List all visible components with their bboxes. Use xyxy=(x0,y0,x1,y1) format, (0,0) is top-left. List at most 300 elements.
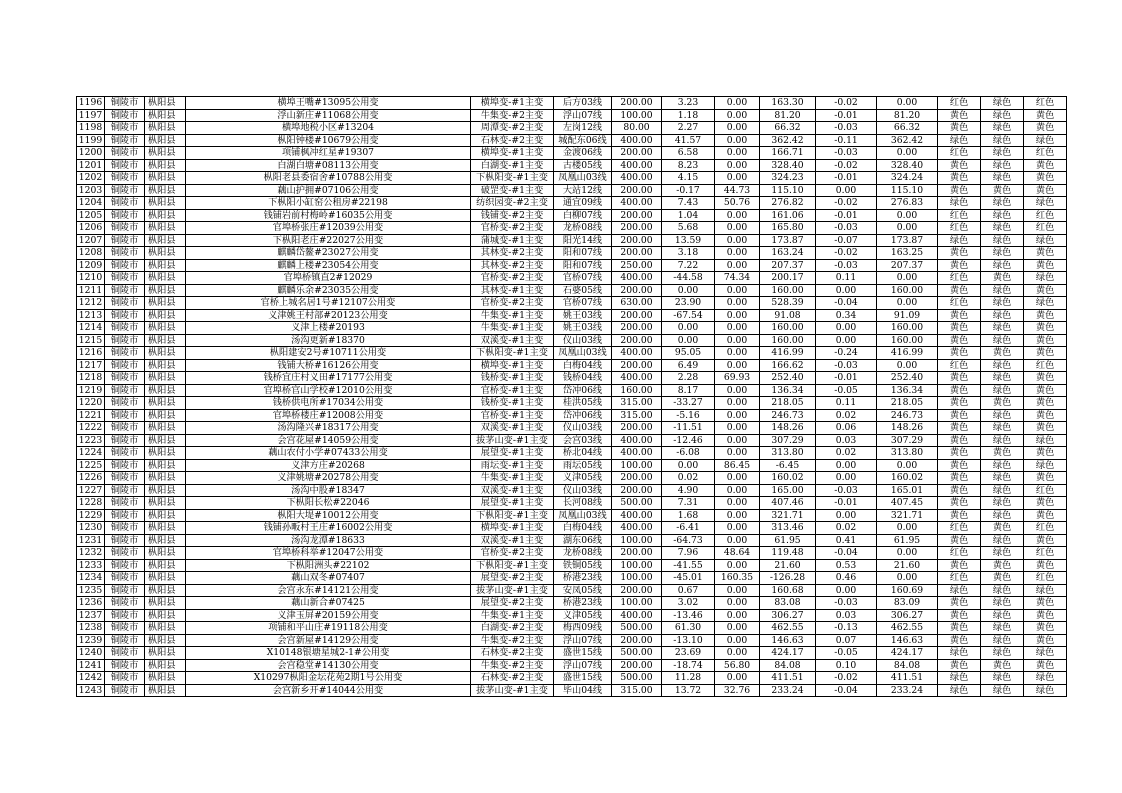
cell-value-c: 416.99 xyxy=(760,347,816,360)
cell-row-number: 1237 xyxy=(77,609,105,622)
cell-status-color-2: 黄色 xyxy=(981,572,1024,585)
cell-status-color-2: 黄色 xyxy=(981,522,1024,535)
cell-row-number: 1235 xyxy=(77,584,105,597)
cell-value-b: 74.34 xyxy=(715,272,760,285)
cell-value-b: 0.00 xyxy=(715,347,760,360)
table-row xyxy=(77,584,1067,597)
cell-transformer-name: 横埠地税小区#13204 xyxy=(186,122,471,135)
cell-value-e: 160.02 xyxy=(877,472,938,485)
cell-value-b: 0.00 xyxy=(715,234,760,247)
cell-value-d: 0.11 xyxy=(816,397,877,410)
cell-value-e: 160.69 xyxy=(877,584,938,597)
cell-status-color-2: 绿色 xyxy=(981,172,1024,185)
cell-value-d: 0.06 xyxy=(816,422,877,435)
cell-substation: 牛集变-#1主变 xyxy=(471,472,554,485)
cell-status-color-3: 黄色 xyxy=(1024,559,1067,572)
cell-value-a: -11.51 xyxy=(662,422,715,435)
cell-row-number: 1219 xyxy=(77,384,105,397)
cell-feeder-line: 白梅04线 xyxy=(554,359,612,372)
cell-county: 枞阳县 xyxy=(145,359,186,372)
table-row xyxy=(77,409,1067,422)
cell-feeder-line: 姚王03线 xyxy=(554,322,612,335)
table-row xyxy=(77,159,1067,172)
cell-value-a: -6.41 xyxy=(662,522,715,535)
cell-value-c: 148.26 xyxy=(760,422,816,435)
cell-value-e: 0.00 xyxy=(877,222,938,235)
cell-status-color-3: 绿色 xyxy=(1024,272,1067,285)
cell-transformer-name: 义津方庄#20268 xyxy=(186,459,471,472)
cell-value-a: 4.15 xyxy=(662,172,715,185)
cell-feeder-line: 安凤05线 xyxy=(554,584,612,597)
cell-value-b: 0.00 xyxy=(715,622,760,635)
cell-transformer-name: 下枞阳长松#22046 xyxy=(186,497,471,510)
cell-substation: 官桥变-#1主变 xyxy=(471,384,554,397)
table-row xyxy=(77,97,1067,110)
cell-value-b: 0.00 xyxy=(715,172,760,185)
cell-value-d: 0.00 xyxy=(816,322,877,335)
table-row xyxy=(77,547,1067,560)
cell-status-color-1: 红色 xyxy=(938,522,981,535)
cell-value-a: -33.27 xyxy=(662,397,715,410)
cell-status-color-3: 绿色 xyxy=(1024,684,1067,697)
cell-city: 铜陵市 xyxy=(105,597,145,610)
cell-value-d: 0.02 xyxy=(816,447,877,460)
cell-value-c: 321.71 xyxy=(760,509,816,522)
cell-value-c: 84.08 xyxy=(760,659,816,672)
cell-value-d: -0.05 xyxy=(816,647,877,660)
cell-value-b: 0.00 xyxy=(715,297,760,310)
cell-status-color-3: 黄色 xyxy=(1024,259,1067,272)
cell-feeder-line: 盛世15线 xyxy=(554,647,612,660)
cell-transformer-name: 下枞阳小缸窑公租房#22198 xyxy=(186,197,471,210)
cell-value-b: 0.00 xyxy=(715,322,760,335)
table-row xyxy=(77,297,1067,310)
table-row xyxy=(77,509,1067,522)
cell-substation: 官桥变-#2主变 xyxy=(471,297,554,310)
cell-status-color-2: 黄色 xyxy=(981,184,1024,197)
cell-row-number: 1207 xyxy=(77,234,105,247)
cell-value-c: 362.42 xyxy=(760,134,816,147)
table-row xyxy=(77,472,1067,485)
cell-city: 铜陵市 xyxy=(105,322,145,335)
cell-value-e: 207.37 xyxy=(877,259,938,272)
cell-capacity: 100.00 xyxy=(612,109,662,122)
cell-county: 枞阳县 xyxy=(145,647,186,660)
cell-substation: 双溪变-#1主变 xyxy=(471,422,554,435)
cell-value-d: -0.13 xyxy=(816,622,877,635)
cell-value-e: 173.87 xyxy=(877,234,938,247)
cell-value-d: 0.53 xyxy=(816,559,877,572)
cell-substation: 展望变-#2主变 xyxy=(471,572,554,585)
cell-value-a: 8.23 xyxy=(662,159,715,172)
cell-capacity: 500.00 xyxy=(612,647,662,660)
cell-feeder-line: 白柳07线 xyxy=(554,209,612,222)
cell-value-a: -45.01 xyxy=(662,572,715,585)
cell-capacity: 100.00 xyxy=(612,572,662,585)
cell-city: 铜陵市 xyxy=(105,647,145,660)
cell-value-a: 1.18 xyxy=(662,109,715,122)
cell-city: 铜陵市 xyxy=(105,572,145,585)
cell-status-color-1: 红色 xyxy=(938,572,981,585)
cell-substation: 周潭变-#2主变 xyxy=(471,122,554,135)
table-row xyxy=(77,272,1067,285)
cell-row-number: 1232 xyxy=(77,547,105,560)
cell-capacity: 80.00 xyxy=(612,122,662,135)
cell-row-number: 1224 xyxy=(77,447,105,460)
cell-city: 铜陵市 xyxy=(105,297,145,310)
cell-value-a: 3.18 xyxy=(662,247,715,260)
cell-status-color-1: 红色 xyxy=(938,97,981,110)
cell-feeder-line: 凤凰山03线 xyxy=(554,347,612,360)
cell-value-d: 0.02 xyxy=(816,409,877,422)
cell-status-color-3: 黄色 xyxy=(1024,109,1067,122)
cell-status-color-1: 红色 xyxy=(938,147,981,160)
cell-county: 枞阳县 xyxy=(145,584,186,597)
cell-value-e: 160.00 xyxy=(877,322,938,335)
cell-value-a: 13.59 xyxy=(662,234,715,247)
cell-transformer-name: 汤沟龙潭#18633 xyxy=(186,534,471,547)
cell-county: 枞阳县 xyxy=(145,134,186,147)
cell-county: 枞阳县 xyxy=(145,159,186,172)
cell-value-a: 11.28 xyxy=(662,672,715,685)
cell-value-e: 424.17 xyxy=(877,647,938,660)
cell-transformer-name: 麒麟岱鳌#23027公用变 xyxy=(186,247,471,260)
cell-row-number: 1211 xyxy=(77,284,105,297)
cell-capacity: 200.00 xyxy=(612,322,662,335)
cell-substation: 牛集变-#2主变 xyxy=(471,634,554,647)
cell-status-color-2: 绿色 xyxy=(981,472,1024,485)
table-row xyxy=(77,334,1067,347)
cell-row-number: 1196 xyxy=(77,97,105,110)
cell-status-color-3: 黄色 xyxy=(1024,534,1067,547)
cell-status-color-1: 绿色 xyxy=(938,234,981,247)
cell-row-number: 1215 xyxy=(77,334,105,347)
cell-value-b: 0.00 xyxy=(715,509,760,522)
cell-county: 枞阳县 xyxy=(145,609,186,622)
cell-status-color-1: 黄色 xyxy=(938,434,981,447)
table-row xyxy=(77,284,1067,297)
cell-row-number: 1201 xyxy=(77,159,105,172)
cell-value-e: 146.63 xyxy=(877,634,938,647)
table-row xyxy=(77,222,1067,235)
cell-status-color-1: 红色 xyxy=(938,272,981,285)
cell-city: 铜陵市 xyxy=(105,184,145,197)
cell-status-color-3: 黄色 xyxy=(1024,409,1067,422)
cell-status-color-3: 黄色 xyxy=(1024,509,1067,522)
cell-status-color-2: 黄色 xyxy=(981,659,1024,672)
cell-transformer-name: 汤沟更新#18370 xyxy=(186,334,471,347)
cell-capacity: 200.00 xyxy=(612,247,662,260)
cell-value-c: 252.40 xyxy=(760,372,816,385)
cell-value-a: 0.00 xyxy=(662,322,715,335)
cell-value-e: 0.00 xyxy=(877,147,938,160)
cell-feeder-line: 会宫03线 xyxy=(554,434,612,447)
cell-value-c: 200.17 xyxy=(760,272,816,285)
cell-value-c: 66.32 xyxy=(760,122,816,135)
table-row xyxy=(77,659,1067,672)
cell-status-color-2: 绿色 xyxy=(981,359,1024,372)
cell-status-color-1: 红色 xyxy=(938,297,981,310)
cell-status-color-1: 红色 xyxy=(938,222,981,235)
cell-status-color-3: 黄色 xyxy=(1024,347,1067,360)
cell-feeder-line: 梅西09线 xyxy=(554,622,612,635)
cell-city: 铜陵市 xyxy=(105,634,145,647)
cell-value-d: -0.03 xyxy=(816,222,877,235)
cell-value-c: 146.63 xyxy=(760,634,816,647)
cell-status-color-1: 黄色 xyxy=(938,322,981,335)
cell-status-color-2: 绿色 xyxy=(981,322,1024,335)
cell-value-e: 328.40 xyxy=(877,159,938,172)
cell-transformer-name: 麒麟乐余#23035公用变 xyxy=(186,284,471,297)
cell-transformer-name: 义津姚塘#20278公用变 xyxy=(186,472,471,485)
cell-status-color-3: 黄色 xyxy=(1024,422,1067,435)
cell-status-color-1: 黄色 xyxy=(938,184,981,197)
cell-feeder-line: 官桥07线 xyxy=(554,272,612,285)
cell-county: 枞阳县 xyxy=(145,172,186,185)
cell-status-color-3: 绿色 xyxy=(1024,134,1067,147)
cell-feeder-line: 长河08线 xyxy=(554,497,612,510)
cell-city: 铜陵市 xyxy=(105,672,145,685)
cell-value-a: -13.10 xyxy=(662,634,715,647)
cell-status-color-2: 绿色 xyxy=(981,309,1024,322)
table-row xyxy=(77,522,1067,535)
cell-value-e: 148.26 xyxy=(877,422,938,435)
cell-transformer-name: 钱桥宜庄村义田#17177公用变 xyxy=(186,372,471,385)
cell-city: 铜陵市 xyxy=(105,484,145,497)
cell-value-c: -126.28 xyxy=(760,572,816,585)
cell-row-number: 1217 xyxy=(77,359,105,372)
cell-capacity: 200.00 xyxy=(612,284,662,297)
cell-value-d: 0.11 xyxy=(816,272,877,285)
cell-value-b: 56.80 xyxy=(715,659,760,672)
cell-status-color-2: 绿色 xyxy=(981,372,1024,385)
cell-value-a: 1.04 xyxy=(662,209,715,222)
cell-status-color-2: 绿色 xyxy=(981,97,1024,110)
cell-status-color-2: 绿色 xyxy=(981,209,1024,222)
cell-row-number: 1236 xyxy=(77,597,105,610)
cell-city: 铜陵市 xyxy=(105,272,145,285)
cell-value-e: 0.00 xyxy=(877,97,938,110)
cell-value-b: 0.00 xyxy=(715,409,760,422)
cell-substation: 牛集变-#1主变 xyxy=(471,322,554,335)
cell-value-b: 0.00 xyxy=(715,472,760,485)
cell-value-e: 313.80 xyxy=(877,447,938,460)
cell-value-b: 86.45 xyxy=(715,459,760,472)
cell-value-e: 246.73 xyxy=(877,409,938,422)
table-row xyxy=(77,197,1067,210)
cell-status-color-2: 绿色 xyxy=(981,384,1024,397)
cell-status-color-2: 黄色 xyxy=(981,347,1024,360)
cell-capacity: 400.00 xyxy=(612,172,662,185)
cell-value-a: -0.17 xyxy=(662,184,715,197)
cell-value-e: 233.24 xyxy=(877,684,938,697)
table-row xyxy=(77,347,1067,360)
cell-transformer-name: 义津姚王村部#20123公用变 xyxy=(186,309,471,322)
cell-capacity: 500.00 xyxy=(612,622,662,635)
cell-status-color-1: 黄色 xyxy=(938,334,981,347)
table-row xyxy=(77,122,1067,135)
cell-county: 枞阳县 xyxy=(145,297,186,310)
cell-value-c: 83.08 xyxy=(760,597,816,610)
cell-status-color-2: 绿色 xyxy=(981,222,1024,235)
cell-value-c: 163.30 xyxy=(760,97,816,110)
cell-value-a: -18.74 xyxy=(662,659,715,672)
cell-capacity: 400.00 xyxy=(612,197,662,210)
cell-county: 枞阳县 xyxy=(145,222,186,235)
cell-value-b: 0.00 xyxy=(715,634,760,647)
cell-value-b: 0.00 xyxy=(715,334,760,347)
cell-row-number: 1203 xyxy=(77,184,105,197)
cell-value-e: 321.71 xyxy=(877,509,938,522)
cell-substation: 纺织园变-#2主变 xyxy=(471,197,554,210)
cell-value-b: 0.00 xyxy=(715,97,760,110)
cell-status-color-3: 黄色 xyxy=(1024,284,1067,297)
cell-capacity: 630.00 xyxy=(612,297,662,310)
cell-value-e: 307.29 xyxy=(877,434,938,447)
cell-row-number: 1238 xyxy=(77,622,105,635)
cell-value-e: 416.99 xyxy=(877,347,938,360)
cell-county: 枞阳县 xyxy=(145,497,186,510)
cell-status-color-1: 黄色 xyxy=(938,109,981,122)
cell-feeder-line: 岱冲06线 xyxy=(554,409,612,422)
cell-city: 铜陵市 xyxy=(105,684,145,697)
cell-county: 枞阳县 xyxy=(145,397,186,410)
cell-transformer-name: 官埠桥官山学校#12010公用变 xyxy=(186,384,471,397)
cell-city: 铜陵市 xyxy=(105,659,145,672)
cell-substation: 拔茅山变-#1主变 xyxy=(471,584,554,597)
cell-value-d: 0.02 xyxy=(816,522,877,535)
cell-value-e: 324.24 xyxy=(877,172,938,185)
cell-capacity: 200.00 xyxy=(612,359,662,372)
cell-transformer-name: 官桥上城名居1号#12107公用变 xyxy=(186,297,471,310)
cell-status-color-3: 红色 xyxy=(1024,547,1067,560)
cell-transformer-name: X10148银塘星城2-1#公用变 xyxy=(186,647,471,660)
cell-value-c: 161.06 xyxy=(760,209,816,222)
cell-capacity: 200.00 xyxy=(612,634,662,647)
table-row xyxy=(77,647,1067,660)
cell-transformer-name: X10297枞阳金坛花苑2期1号公用变 xyxy=(186,672,471,685)
cell-value-d: 0.03 xyxy=(816,609,877,622)
cell-status-color-1: 黄色 xyxy=(938,622,981,635)
cell-value-d: -0.04 xyxy=(816,297,877,310)
cell-feeder-line: 仪山03线 xyxy=(554,484,612,497)
cell-city: 铜陵市 xyxy=(105,172,145,185)
cell-capacity: 200.00 xyxy=(612,547,662,560)
cell-status-color-1: 绿色 xyxy=(938,584,981,597)
cell-transformer-name: 义津玉屏#20159公用变 xyxy=(186,609,471,622)
cell-status-color-1: 黄色 xyxy=(938,372,981,385)
cell-county: 枞阳县 xyxy=(145,309,186,322)
cell-value-b: 0.00 xyxy=(715,584,760,597)
cell-row-number: 1213 xyxy=(77,309,105,322)
cell-transformer-name: 藕山护拥#07106公用变 xyxy=(186,184,471,197)
cell-city: 铜陵市 xyxy=(105,334,145,347)
cell-value-a: 4.90 xyxy=(662,484,715,497)
cell-value-b: 0.00 xyxy=(715,209,760,222)
cell-status-color-3: 黄色 xyxy=(1024,659,1067,672)
table-row xyxy=(77,322,1067,335)
cell-status-color-1: 黄色 xyxy=(938,509,981,522)
cell-county: 枞阳县 xyxy=(145,559,186,572)
cell-value-c: 115.10 xyxy=(760,184,816,197)
cell-substation: 牛集变-#1主变 xyxy=(471,309,554,322)
cell-value-a: -41.55 xyxy=(662,559,715,572)
cell-value-e: 160.00 xyxy=(877,284,938,297)
cell-value-b: 0.00 xyxy=(715,597,760,610)
cell-county: 枞阳县 xyxy=(145,472,186,485)
cell-feeder-line: 后方03线 xyxy=(554,97,612,110)
cell-value-e: 0.00 xyxy=(877,272,938,285)
cell-value-c: 163.24 xyxy=(760,247,816,260)
cell-city: 铜陵市 xyxy=(105,609,145,622)
cell-transformer-name: 官埠桥楼庄#12008公用变 xyxy=(186,409,471,422)
cell-status-color-2: 绿色 xyxy=(981,497,1024,510)
cell-transformer-name: 白湖白塘#08113公用变 xyxy=(186,159,471,172)
cell-value-d: -0.02 xyxy=(816,97,877,110)
cell-value-b: 0.00 xyxy=(715,534,760,547)
cell-value-d: -0.01 xyxy=(816,209,877,222)
cell-city: 铜陵市 xyxy=(105,197,145,210)
cell-value-c: 165.00 xyxy=(760,484,816,497)
cell-capacity: 200.00 xyxy=(612,484,662,497)
cell-county: 枞阳县 xyxy=(145,334,186,347)
cell-city: 铜陵市 xyxy=(105,159,145,172)
cell-value-b: 48.64 xyxy=(715,547,760,560)
cell-feeder-line: 阳和07线 xyxy=(554,259,612,272)
cell-value-c: 136.34 xyxy=(760,384,816,397)
cell-substation: 钱铺变-#2主变 xyxy=(471,209,554,222)
cell-capacity: 200.00 xyxy=(612,659,662,672)
cell-value-c: 166.71 xyxy=(760,147,816,160)
cell-status-color-2: 绿色 xyxy=(981,422,1024,435)
cell-status-color-1: 绿色 xyxy=(938,647,981,660)
cell-county: 枞阳县 xyxy=(145,372,186,385)
cell-city: 铜陵市 xyxy=(105,522,145,535)
cell-transformer-name: 下枞阳老庄#22027公用变 xyxy=(186,234,471,247)
cell-status-color-2: 绿色 xyxy=(981,109,1024,122)
cell-value-e: 84.08 xyxy=(877,659,938,672)
cell-transformer-name: 钱铺大桥#16126公用变 xyxy=(186,359,471,372)
cell-status-color-2: 绿色 xyxy=(981,684,1024,697)
cell-city: 铜陵市 xyxy=(105,284,145,297)
cell-capacity: 200.00 xyxy=(612,334,662,347)
cell-city: 铜陵市 xyxy=(105,622,145,635)
cell-county: 枞阳县 xyxy=(145,422,186,435)
cell-value-d: 0.10 xyxy=(816,659,877,672)
table-row xyxy=(77,359,1067,372)
cell-substation: 展望变-#1主变 xyxy=(471,497,554,510)
cell-value-b: 0.00 xyxy=(715,384,760,397)
cell-row-number: 1242 xyxy=(77,672,105,685)
cell-transformer-name: 麒麟上楼#23054公用变 xyxy=(186,259,471,272)
cell-value-e: 407.45 xyxy=(877,497,938,510)
cell-transformer-name: 义津上楼#20193 xyxy=(186,322,471,335)
cell-value-e: 0.00 xyxy=(877,359,938,372)
cell-capacity: 400.00 xyxy=(612,159,662,172)
cell-city: 铜陵市 xyxy=(105,472,145,485)
cell-row-number: 1198 xyxy=(77,122,105,135)
cell-transformer-name: 官埠桥镇直2#12029 xyxy=(186,272,471,285)
cell-value-b: 0.00 xyxy=(715,559,760,572)
cell-value-c: 407.46 xyxy=(760,497,816,510)
cell-value-d: -0.03 xyxy=(816,259,877,272)
cell-value-e: 362.42 xyxy=(877,134,938,147)
cell-value-b: 160.35 xyxy=(715,572,760,585)
table-row xyxy=(77,634,1067,647)
cell-row-number: 1204 xyxy=(77,197,105,210)
cell-value-b: 44.73 xyxy=(715,184,760,197)
cell-status-color-3: 黄色 xyxy=(1024,384,1067,397)
